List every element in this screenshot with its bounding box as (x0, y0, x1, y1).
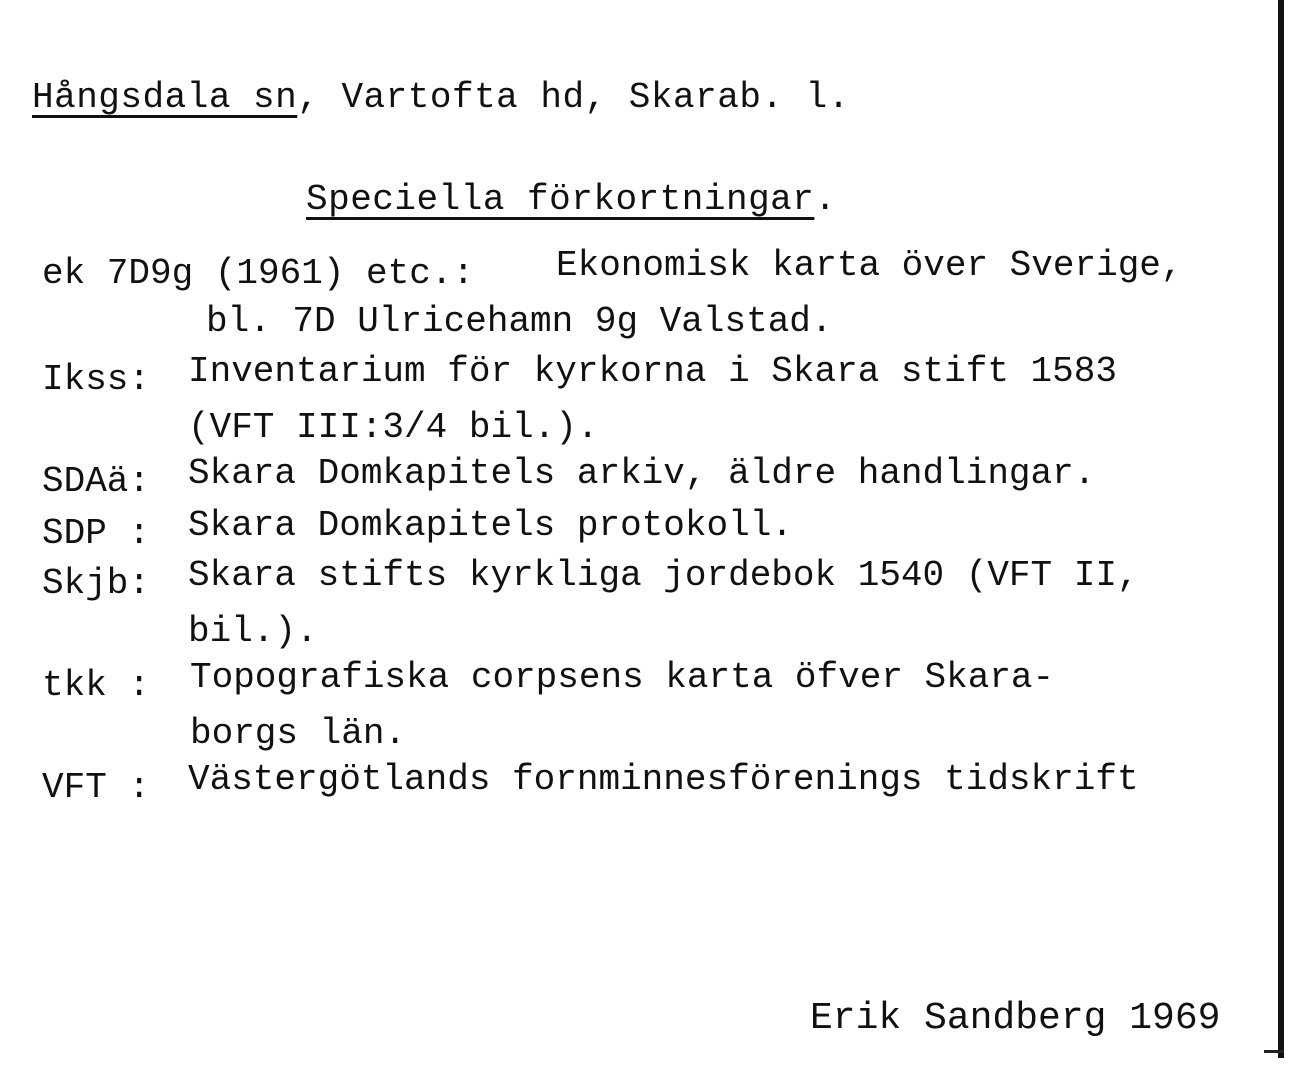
section-title-suffix: . (814, 179, 837, 220)
section-title-text: Speciella förkortningar (306, 179, 815, 220)
card-corner-mark (1264, 1050, 1284, 1053)
card-edge (1278, 0, 1284, 1058)
definition-sdaa-line1: Skara Domkapitels arkiv, äldre handlingar. (188, 453, 1096, 494)
definition-sdp-line1: Skara Domkapitels protokoll. (188, 505, 793, 546)
abbreviation-tkk: tkk : (42, 665, 151, 706)
definition-skjb-line1: Skara stifts kyrkliga jordebok 1540 (VFT II, (188, 555, 1139, 596)
place-name: Hångsdala sn (32, 77, 298, 118)
abbreviation-skjb: Skjb: (42, 563, 151, 604)
definition-vft-line1: Västergötlands fornminnesförenings tidskrift (188, 759, 1139, 800)
abbreviation-sdp: SDP : (42, 513, 151, 554)
definition-tkk-line1: Topografiska corpsens karta öfver Skara- (190, 657, 1055, 698)
signature-line: Erik Sandberg 1969 (810, 997, 1221, 1040)
definition-ek-line1: Ekonomisk karta över Sverige, (556, 245, 1183, 286)
definition-ikss-line1: Inventarium för kyrkorna i Skara stift 1583 (188, 351, 1117, 392)
definition-ek-line2: bl. 7D Ulricehamn 9g Valstad. (206, 301, 833, 342)
card-heading (32, 76, 850, 120)
definition-tkk-line2: borgs län. (190, 713, 407, 754)
abbreviation-vft: VFT : (42, 767, 151, 808)
abbreviation-ikss: Ikss: (42, 359, 151, 400)
section-title (306, 178, 837, 222)
place-details: , Vartofta hd, Skarab. l. (297, 77, 850, 118)
definition-ikss-line2: (VFT III:3/4 bil.). (188, 407, 599, 448)
abbreviation-ek: ek 7D9g (1961) etc.: (42, 253, 475, 294)
abbreviation-sdaa: SDAä: (42, 461, 151, 502)
definition-skjb-line2: bil.). (188, 611, 318, 652)
